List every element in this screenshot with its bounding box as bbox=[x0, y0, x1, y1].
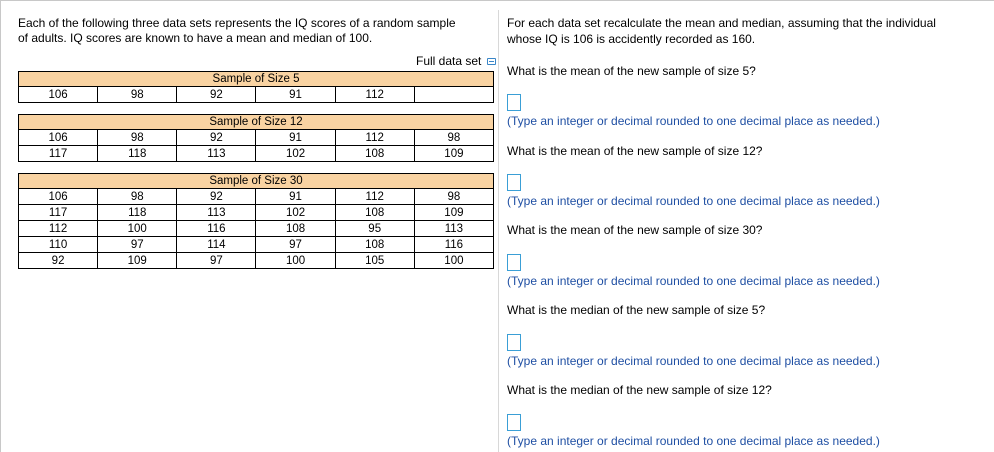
table-cell: 97 bbox=[177, 253, 256, 269]
table-cell: 98 bbox=[414, 130, 493, 146]
question-3-text: What is the mean of the new sample of size 30? bbox=[507, 223, 763, 237]
table-cell: 102 bbox=[256, 146, 335, 162]
table-cell: 117 bbox=[19, 205, 98, 221]
question-1-answer-input[interactable] bbox=[507, 94, 521, 111]
table-cell: 114 bbox=[177, 237, 256, 253]
question-1-text: What is the mean of the new sample of size 5? bbox=[507, 64, 756, 78]
table-cell: 109 bbox=[414, 146, 493, 162]
question-5-text: What is the median of the new sample of size 12? bbox=[507, 383, 772, 397]
table-sample-size-30 bbox=[18, 173, 494, 269]
table-cell: 100 bbox=[98, 221, 177, 237]
full-data-set-link[interactable] bbox=[416, 54, 496, 68]
question-4-answer-input[interactable] bbox=[507, 334, 521, 351]
table-cell: 105 bbox=[335, 253, 414, 269]
table-cell: 118 bbox=[98, 146, 177, 162]
instructions-line-1: For each data set recalculate the mean and median, assuming that the individual bbox=[507, 16, 936, 30]
table-cell: 100 bbox=[414, 253, 493, 269]
question-2-answer-input[interactable] bbox=[507, 174, 521, 191]
table-title: Sample of Size 12 bbox=[19, 115, 494, 130]
table-cell: 108 bbox=[335, 146, 414, 162]
table-cell: 98 bbox=[98, 130, 177, 146]
question-2-hint: (Type an integer or decimal rounded to one decimal place as needed.) bbox=[507, 194, 880, 208]
table-cell: 91 bbox=[256, 130, 335, 146]
question-5-answer-input[interactable] bbox=[507, 414, 521, 431]
table-cell: 113 bbox=[177, 146, 256, 162]
table-cell: 116 bbox=[414, 237, 493, 253]
table-cell: 113 bbox=[177, 205, 256, 221]
table-cell: 108 bbox=[335, 205, 414, 221]
table-row bbox=[19, 146, 494, 162]
intro-line-2: of adults. IQ scores are known to have a mean and median of 100. bbox=[18, 31, 373, 45]
table-cell: 102 bbox=[256, 205, 335, 221]
question-1-hint: (Type an integer or decimal rounded to one decimal place as needed.) bbox=[507, 114, 880, 128]
table-cell: 109 bbox=[98, 253, 177, 269]
table-cell: 98 bbox=[414, 189, 493, 205]
table-cell: 108 bbox=[335, 237, 414, 253]
table-row bbox=[19, 87, 494, 103]
table-title-row bbox=[19, 72, 494, 87]
table-cell: 98 bbox=[98, 87, 177, 103]
intro-line-1: Each of the following three data sets represents the IQ scores of a random sample bbox=[18, 16, 456, 30]
table-row bbox=[19, 130, 494, 146]
table-row bbox=[19, 205, 494, 221]
table-cell: 109 bbox=[414, 205, 493, 221]
table-cell: 113 bbox=[414, 221, 493, 237]
table-title: Sample of Size 5 bbox=[19, 72, 494, 87]
table-cell: 91 bbox=[256, 189, 335, 205]
table-title: Sample of Size 30 bbox=[19, 174, 494, 189]
table-cell: 106 bbox=[19, 189, 98, 205]
question-4-text: What is the median of the new sample of size 5? bbox=[507, 303, 766, 317]
table-cell: 112 bbox=[335, 130, 414, 146]
table-cell: 108 bbox=[256, 221, 335, 237]
data-table-icon[interactable] bbox=[487, 58, 496, 65]
table-cell bbox=[414, 87, 493, 103]
table-cell: 98 bbox=[98, 189, 177, 205]
table-cell: 91 bbox=[256, 87, 335, 103]
table-cell: 100 bbox=[256, 253, 335, 269]
table-row bbox=[19, 221, 494, 237]
table-cell: 112 bbox=[19, 221, 98, 237]
table-cell: 92 bbox=[177, 189, 256, 205]
table-cell: 97 bbox=[256, 237, 335, 253]
table-cell: 97 bbox=[98, 237, 177, 253]
table-cell: 116 bbox=[177, 221, 256, 237]
question-4-hint: (Type an integer or decimal rounded to one decimal place as needed.) bbox=[507, 354, 880, 368]
table-cell: 112 bbox=[335, 87, 414, 103]
table-cell: 92 bbox=[19, 253, 98, 269]
instructions-line-2: whose IQ is 106 is accidently recorded as 160. bbox=[507, 32, 756, 46]
table-row bbox=[19, 189, 494, 205]
table-cell: 112 bbox=[335, 189, 414, 205]
table-sample-size-5 bbox=[18, 71, 494, 103]
data-panel bbox=[18, 16, 496, 267]
table-cell: 92 bbox=[177, 130, 256, 146]
table-cell: 95 bbox=[335, 221, 414, 237]
table-cell: 106 bbox=[19, 130, 98, 146]
question-3-hint: (Type an integer or decimal rounded to one decimal place as needed.) bbox=[507, 274, 880, 288]
question-2-text: What is the mean of the new sample of size 12? bbox=[507, 144, 763, 158]
table-cell: 106 bbox=[19, 87, 98, 103]
table-sample-size-12 bbox=[18, 114, 494, 162]
table-cell: 117 bbox=[19, 146, 98, 162]
question-5-hint: (Type an integer or decimal rounded to one decimal place as needed.) bbox=[507, 434, 880, 448]
panel-divider bbox=[498, 10, 499, 452]
intro-text bbox=[18, 16, 496, 46]
table-row bbox=[19, 237, 494, 253]
question-3-answer-input[interactable] bbox=[507, 254, 521, 271]
table-cell: 92 bbox=[177, 87, 256, 103]
table-title-row bbox=[19, 174, 494, 189]
table-cell: 118 bbox=[98, 205, 177, 221]
full-data-set-label[interactable]: Full data set bbox=[416, 54, 482, 68]
table-title-row bbox=[19, 115, 494, 130]
table-cell: 110 bbox=[19, 237, 98, 253]
table-row bbox=[19, 253, 494, 269]
